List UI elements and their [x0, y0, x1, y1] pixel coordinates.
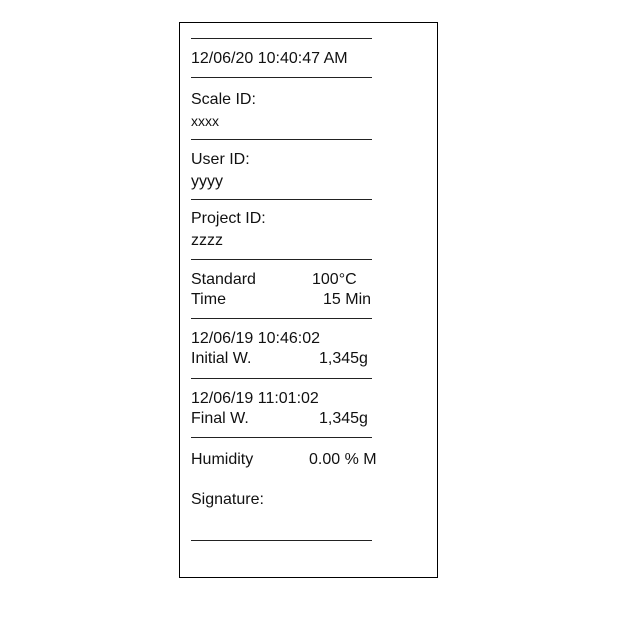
project-id-value: zzzz	[191, 232, 223, 249]
final-weight-value: 1,345g	[319, 410, 368, 427]
humidity-label: Humidity	[191, 451, 254, 468]
separator-line	[191, 77, 372, 78]
initial-weight-value: 1,345g	[319, 350, 368, 367]
separator-line	[191, 38, 372, 39]
time-label: Time	[191, 291, 226, 308]
signature-line	[191, 540, 372, 541]
final-weight-label: Final W.	[191, 410, 249, 427]
separator-line	[191, 139, 372, 140]
time-value: 15 Min	[323, 291, 372, 308]
separator-line	[191, 318, 372, 319]
separator-line	[191, 199, 372, 200]
scale-id-value: xxxx	[191, 113, 219, 129]
separator-line	[191, 378, 372, 379]
project-id-label: Project ID:	[191, 210, 266, 227]
separator-line	[191, 437, 372, 438]
printout-receipt	[179, 22, 438, 578]
initial-weight-label: Initial W.	[191, 350, 252, 367]
separator-line	[191, 259, 372, 260]
print-datetime: 12/06/20 10:40:47 AM	[191, 50, 348, 67]
user-id-value: yyyy	[191, 173, 223, 190]
scale-id-label: Scale ID:	[191, 91, 256, 108]
standard-label: Standard	[191, 271, 256, 288]
signature-label: Signature:	[191, 491, 264, 508]
humidity-value: 0.00 % M	[309, 451, 377, 468]
initial-datetime: 12/06/19 10:46:02	[191, 330, 321, 347]
standard-value: 100°C	[312, 271, 357, 288]
final-datetime: 12/06/19 11:01:02	[191, 390, 319, 407]
user-id-label: User ID:	[191, 151, 250, 168]
